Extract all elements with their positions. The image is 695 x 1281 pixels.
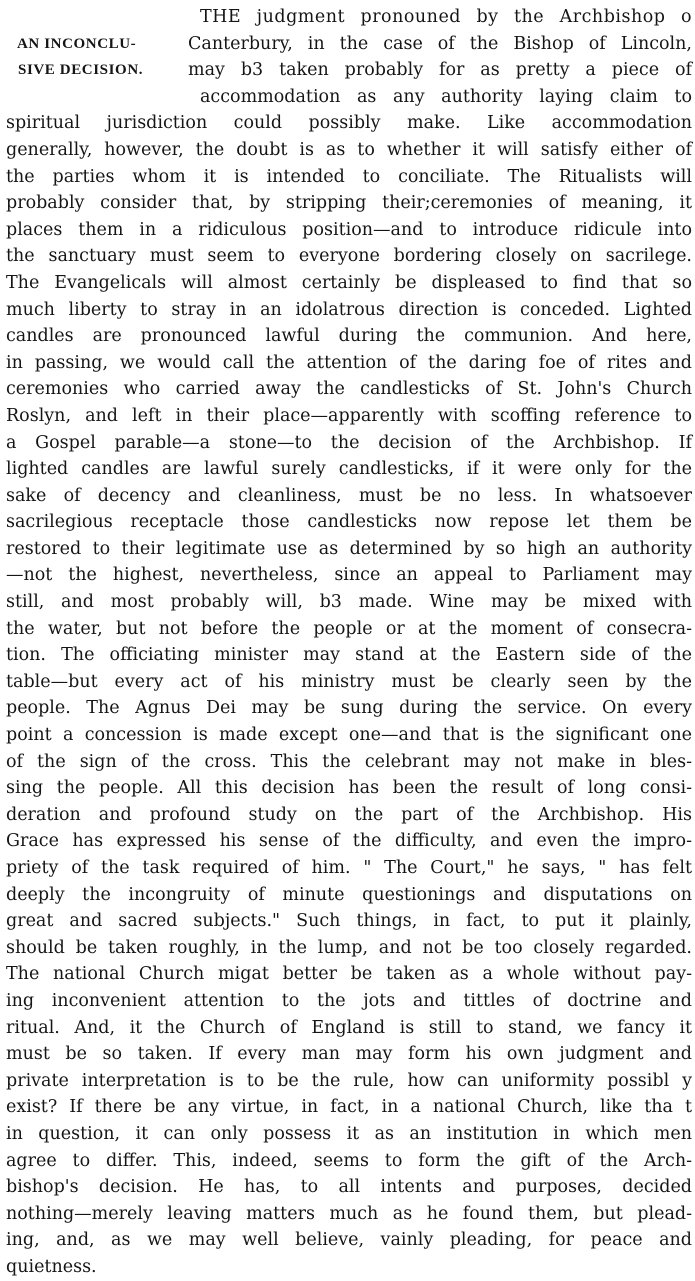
article-line: the parties whom it is intended to conciliate. The Ritualists will [6, 166, 692, 187]
article-line: tion. The officiating minister may stand at the Eastern side of the [6, 645, 692, 666]
article-line: great and sacred subjects." Such things, in fact, to put it plainly, [6, 911, 692, 932]
article-line: the sanctuary must seem to everyone bordering closely on sacrilege. [6, 246, 692, 267]
article-line: quietness. [6, 1256, 97, 1277]
article-line: accommodation as any authority laying claim to [200, 86, 692, 107]
article-line: places them in a ridiculous position—and to introduce ridicule into [6, 219, 692, 240]
article-line: Roslyn, and left in their place—apparently with scoffing reference to [6, 405, 692, 426]
article-line: spiritual jurisdiction could possibly make. Like accommodation [6, 113, 692, 134]
article-line: of the sign of the cross. This the celebrant may not make in bles- [6, 751, 692, 772]
article-line: much liberty to stray in an idolatrous direction is conceded. Lighted [6, 299, 692, 320]
article-line: a Gospel parable—a stone—to the decision of the Archbishop. If [6, 432, 692, 453]
article-line: bishop's decision. He has, to all intents and purposes, decided [6, 1177, 692, 1198]
article-line: The Evangelicals will almost certainly be displeased to find that so [6, 272, 692, 293]
article-line: deration and profound study on the part of the Archbishop. His [6, 804, 692, 825]
article-line: should be taken roughly, in the lump, and not be too closely regarded. [6, 937, 692, 958]
article-line: nothing—merely leaving matters much as he found them, but plead- [6, 1203, 692, 1224]
margin-heading-line-1: AN INCONCLU- [17, 36, 137, 52]
article-line: probably consider that, by stripping their;ceremonies of meaning, it [6, 193, 692, 214]
article-line: exist? If there be any virtue, in fact, in a national Church, like tha t [6, 1097, 692, 1118]
article-line: ritual. And, it the Church of England is still to stand, we fancy it [6, 1017, 692, 1038]
article-line: The national Church migat better be taken as a whole without pay- [6, 964, 692, 985]
article-line: people. The Agnus Dei may be sung during the service. On every [6, 698, 692, 719]
article-line: point a concession is made except one—and that is the significant one [6, 725, 692, 746]
article-line: agree to differ. This, indeed, seems to form the gift of the Arch- [6, 1150, 692, 1171]
article-line: table—but every act of his ministry must be clearly seen by the [6, 671, 692, 692]
article-line: candles are pronounced lawful during the communion. And here, [6, 326, 692, 347]
article-line: sacrilegious receptacle those candlesticks now repose let them be [6, 512, 692, 533]
article-line: Canterbury, in the case of the Bishop of Lincoln, [188, 33, 692, 54]
article-line: sing the people. All this decision has been the result of long consi- [6, 778, 692, 799]
article-line: sake of decency and cleanliness, must be no less. In whatsoever [6, 485, 692, 506]
article-line: still, and most probably will, b3 made. Wine may be mixed with [6, 592, 692, 613]
article-line: ing inconvenient attention to the jots and tittles of doctrine and [6, 990, 692, 1011]
article-line: restored to their legitimate use as determined by so high an authority [6, 538, 692, 559]
article-line: ceremonies who carried away the candlesticks of St. John's Church [6, 379, 692, 400]
article-line: priety of the task required of him. " The Court," he says, " has felt [6, 858, 692, 878]
article-line: must be so taken. If every man may form his own judgment and [6, 1044, 692, 1065]
article-line: deeply the incongruity of minute questionings and disputations on [6, 884, 692, 905]
article-body [6, 4, 692, 1281]
article-line: in question, it can only possess it as an institution in which men [6, 1123, 692, 1144]
margin-heading-line-2: SIVE DECISION. [18, 62, 144, 78]
article-line: ing, and, as we may well believe, vainly pleading, for peace and [6, 1230, 692, 1251]
article-line: lighted candles are lawful surely candlesticks, if it were only for the [6, 459, 692, 480]
article-line: the water, but not before the people or at the moment of consecra- [6, 618, 692, 639]
article-line: THE judgment pronouned by the Archbishop o [200, 7, 692, 27]
article-line: —not the highest, nevertheless, since an appeal to Parliament may [6, 565, 692, 586]
article-line: may b3 taken probably for as pretty a piece of [188, 60, 692, 81]
article-line: generally, however, the doubt is as to whether it will satisfy either of [6, 139, 692, 160]
article-line: Grace has expressed his sense of the difficulty, and even the impro- [6, 831, 692, 852]
article-line: in passing, we would call the attention of the daring foe of rites and [6, 352, 692, 373]
article-line: private interpretation is to be the rule, how can uniformity possibl y [6, 1070, 692, 1091]
